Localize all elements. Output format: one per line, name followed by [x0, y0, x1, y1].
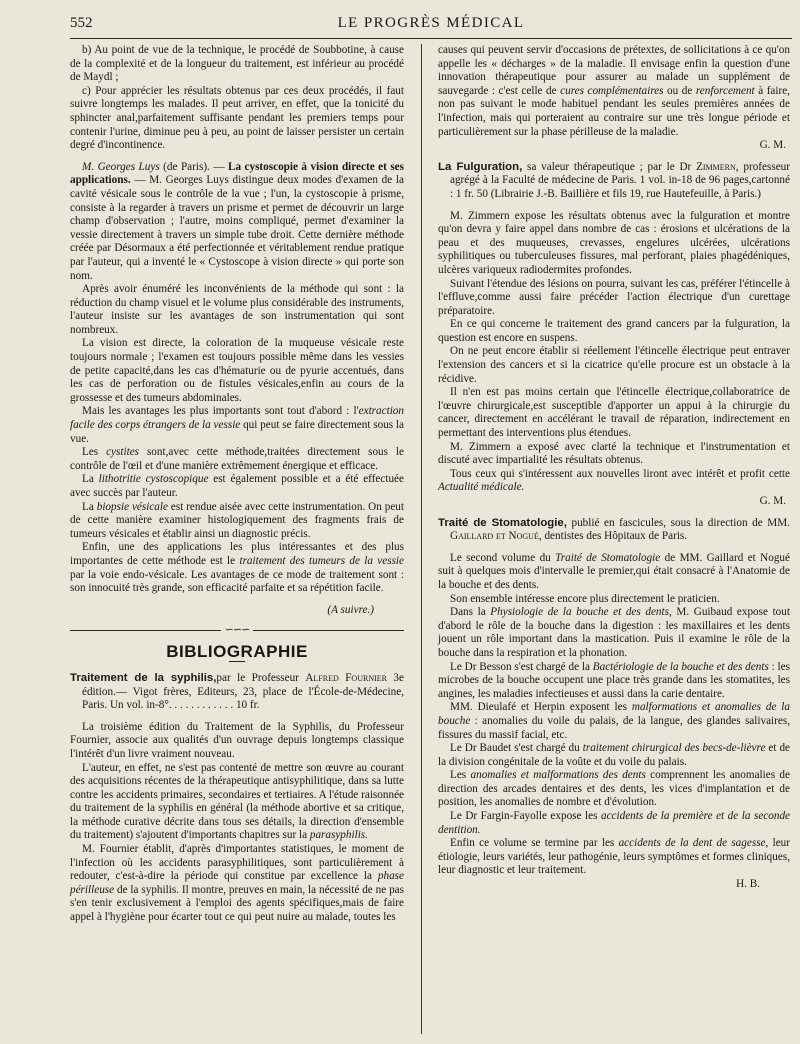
paragraph: causes qui peuvent servir d'occasions de prétextes, de sollicitations à ce qu'on appelle les « décharges » de la maladie. Il envisage enfin la question d'une innovation thérapeutique pour assurer au malade un supplément de sauvegarde : c'est celle de cures complémentaires ou de renforcement à faire, non pas suivant le mode habituel pendant les seules premières années de l'infection, mais qui porteraient au contraire sur une très longue période et particulièrement sur la phase périlleuse de la maladie.: [438, 44, 790, 138]
page-number: 552: [70, 15, 93, 31]
paragraph: MM. Dieulafé et Herpin exposent les malformations et anomalies de la bouche : anomalies du voile du palais, de la langue, des glandes salivaires, fissures du massif facial, etc.: [438, 701, 790, 741]
paragraph: On ne peut encore établir si réellement l'étincelle électrique peut entraver l'extension des cancers et si la cicatrice qu'elle procure est un obstacle à la récidive.: [438, 345, 790, 385]
paragraph: Tous ceux qui s'intéressent aux nouvelles liront avec intérêt et profit cette Actualité médicale.: [438, 467, 790, 494]
paragraph: c) Pour apprécier les résultats obtenus par ces deux procédés, il faut suivre longtemps les malades. Il peut arriver, en effet, que la tonicité du sphincter anal,parfaitement suffisante pendant les premiers temps pour contenir l'urine, diminue peu à peu, au point de laisser persister un certain degré d'incontinence.: [70, 84, 404, 152]
paragraph: Dans la Physiologie de la bouche et des dents, M. Guibaud expose tout d'abord le rôle de la bouche dans la digestion : les maxillaires et les dents jouent un rôle important dans la mastication. Puis il examine le rôle de la bouche dans la respiration et la phonation.: [438, 606, 790, 659]
left-column: [70, 44, 404, 925]
column-divider: [421, 44, 422, 1034]
signature: H. B.: [736, 878, 760, 891]
paragraph: Mais les avantages les plus importants sont tout d'abord : l'extraction facile des corps étrangers de la vessie qui peut se faire directement sous la vue.: [70, 405, 405, 445]
paragraph: Enfin, une des applications les plus intéressantes et des plus importantes de cette méthode est le traitement des tumeurs de la vessie par la voie endo-vésicale. Les avantages de ce mode de traitement sont : son innocuité très grande, son efficacité parfaite et sa répétition facile.: [70, 541, 405, 595]
paragraph: Son ensemble intéresse encore plus directement le praticien.: [450, 592, 720, 605]
paragraph: Enfin ce volume se termine par les accidents de la dent de sagesse, leur étiologie, leurs variétés, leur pathogénie, leurs symptômes et formes cliniques, leur diagnostic et leur traitement.: [438, 837, 790, 877]
paragraph: Les anomalies et malformations des dents comprennent les anomalies de direction des arcades dentaires et des dents, les vices d'implantation et de position, les anomalies de nombre et d'évolution.: [438, 769, 790, 809]
paragraph: M. Zimmern a exposé avec clarté la technique et l'instrumentation et discuté avec impartialité les résultats obtenus.: [438, 440, 790, 467]
paragraph: M. Zimmern expose les résultats obtenus avec la fulguration et montre qu'on devra y faire appel dans nombre de cas : érosions et ulcérations de la peau et des muqueuses, crevasses, engelures ulcérées, ulcérations syphilitiques ou tuberculeuses fissures, mal perforant, plaies phagédéniques, ulcères variqueux radiodermites profondes.: [438, 209, 790, 276]
signature: G. M.: [759, 139, 786, 152]
author: M. Georges Luys: [82, 160, 160, 173]
short-rule: [229, 661, 245, 662]
paragraph: La lithotritie cystoscopique est également possible et a été effectuée avec succès par l'auteur.: [70, 473, 404, 499]
book-entry: La Fulguration, sa valeur thérapeutique ; par le Dr Zimmern, professeur agrégé à la Faculté de médecine de Paris. 1 vol. in-18 de 96 pages,cartonné : 1 fr. 50 (Librairie J.-B. Baillière et fils 19, rue Hautefeuille, à Paris.): [438, 160, 790, 200]
paragraph: Il n'en est pas moins certain que l'étincelle électrique,collaboratrice de l'œuvre chirurgicale,est susceptible d'apporter un appui à la chirurgie du cancer, directement en accélérant le travail de réparation, indirectement en permettant des interventions plus étendues.: [438, 386, 790, 440]
paragraph: Suivant l'étendue des lésions on pourra, suivant les cas, préférer l'étincelle à l'effluve,comme aussi faire précéder l'action électrique d'un curettage préparatoire.: [438, 277, 790, 317]
paragraph: L'auteur, en effet, ne s'est pas contenté de mettre son œuvre au courant des acquisitions récentes de la thérapeutique antisyphilitique, dans sa lutte contre les accidents primaires, secondaires et tertiaires. A l'étude raisonnée du traitement de la syphilis en général (la méthode abortive et sa critique, la méthode curative décrite dans tous ses détails, la direction d'ensemble du traitement) s'ajoutent d'importants chapitres sur la parasyphilis.: [70, 761, 404, 842]
paragraph: Le Dr Baudet s'est chargé du traitement chirurgical des becs-de-lièvre et de la division congénitale de la voûte et du voile du palais.: [438, 742, 791, 768]
paragraph: Le second volume du Traité de Stomatologie de MM. Gaillard et Nogué suit à quelques mois d'intervalle le premier,qui était consacré à l'Anatomie de la bouche et des dents.: [438, 551, 790, 591]
paragraph: Le Dr Besson s'est chargé de la Bactériologie de la bouche et des dents : les microbes de la bouche occupent une place très grande dans les stomatites, les angines, les maladies infectieuses et aussi dans la carie dentaire.: [438, 660, 790, 700]
right-column: [438, 44, 790, 892]
paragraph: En ce qui concerne le traitement des grand cancers par la fulguration, la question est encore en suspens.: [438, 318, 790, 344]
paragraph: b) Au point de vue de la technique, le procédé de Soubbotine, à cause de la complexité et de la longueur du traitement, est inférieur au procédé de Maydl ;: [70, 44, 404, 84]
running-title: LE PROGRÈS MÉDICAL: [337, 15, 525, 31]
book-entry: Traitement de la syphilis,par le Professeur Alfred Fournier 3e édition.— Vigot frères, Editeurs, 23, place de l'École-de-Médecine, Paris. Un vol. in-8°. . . . . . . . . . . . 10 fr.: [70, 671, 404, 712]
paragraph: La vision est directe, la coloration de la muqueuse vésicale reste toujours normale ; l'examen est toujours possible même dans les vessies de petite capacité,dans les cas d'hématurie ou de pyurie accentués, dans les cas de perforation ou de fistules vésicales,enfin au cours de la grossesse et des tumeurs abdominales.: [70, 337, 404, 404]
paragraph: Les cystites sont,avec cette méthode,traitées directement sous le contrôle de l'œil et d'une manière extrêmement énergique et efficace.: [70, 446, 404, 472]
paragraph: Après avoir énuméré les inconvénients de la méthode qui sont : la réduction du champ visuel et le volume plus considérable des instruments, l'auteur insiste sur les avantages de son instrumentation qui sont nombreux.: [70, 283, 404, 336]
book-entry: Traité de Stomatologie, publié en fascicules, sous la direction de MM. Gaillard et Nogué, dentistes des Hôpitaux de Paris.: [438, 516, 790, 543]
to-be-continued: (A suivre.): [327, 603, 374, 616]
paragraph: La troisième édition du Traitement de la Syphilis, du Professeur Fournier, associe aux qualités d'un ouvrage depuis longtemps classique l'intérêt d'un livre vraiment nouveau.: [70, 720, 404, 760]
paragraph: M. Fournier établit, d'après d'importantes statistiques, le moment de l'infection où les accidents parasyphilitiques, sont particulièrement à redouter, c'est-à-dire la période qui constitue par excellence la phase périlleuse de la syphilis. Il montre, preuves en main, la nécessité de ne pas s'en tenir exclusivement à l'emploi des agents spécifiques,mais de faire appel à l'hygiène pour écarter tout ce qui peut nuire au malade, toutes les: [70, 843, 404, 924]
section-title: BIBLIOGRAPHIE: [166, 642, 308, 662]
ornament-divider: ∽∽∽: [70, 623, 404, 637]
signature: G. M.: [759, 495, 786, 507]
paragraph: Le Dr Fargin-Fayolle expose les accidents de la première et de la seconde dentition.: [438, 810, 790, 836]
article-title: La cystoscopie à vision directe et ses applications.: [70, 160, 404, 187]
paragraph: La biopsie vésicale est rendue aisée avec cette instrumentation. On peut de cette manière examiner histologiquement des fragments frais de tumeurs vésicales et établir ainsi un diagnostic précis.: [70, 500, 404, 540]
page-header: [70, 8, 792, 39]
luys-review: M. Georges Luys (de Paris). — La cystoscopie à vision directe et ses applications. — M. Georges Luys distingue deux modes d'examen de la cavité vésicale sous le contrôle de la vue ; l'un, la cystoscopie à prisme, consiste à la regarder à travers un prisme et permet de découvrir un large champ d'observation ; l'autre, moins compliqué, permet d'examiner la vessie directement à travers un simple tube droit. Cette dernière méthode créée par Désormaux a été perfectionnée et véritablement rendue pratique par l'auteur, qui a inventé le « Cystoscope à vision directe » qui porte son nom.: [70, 160, 404, 282]
